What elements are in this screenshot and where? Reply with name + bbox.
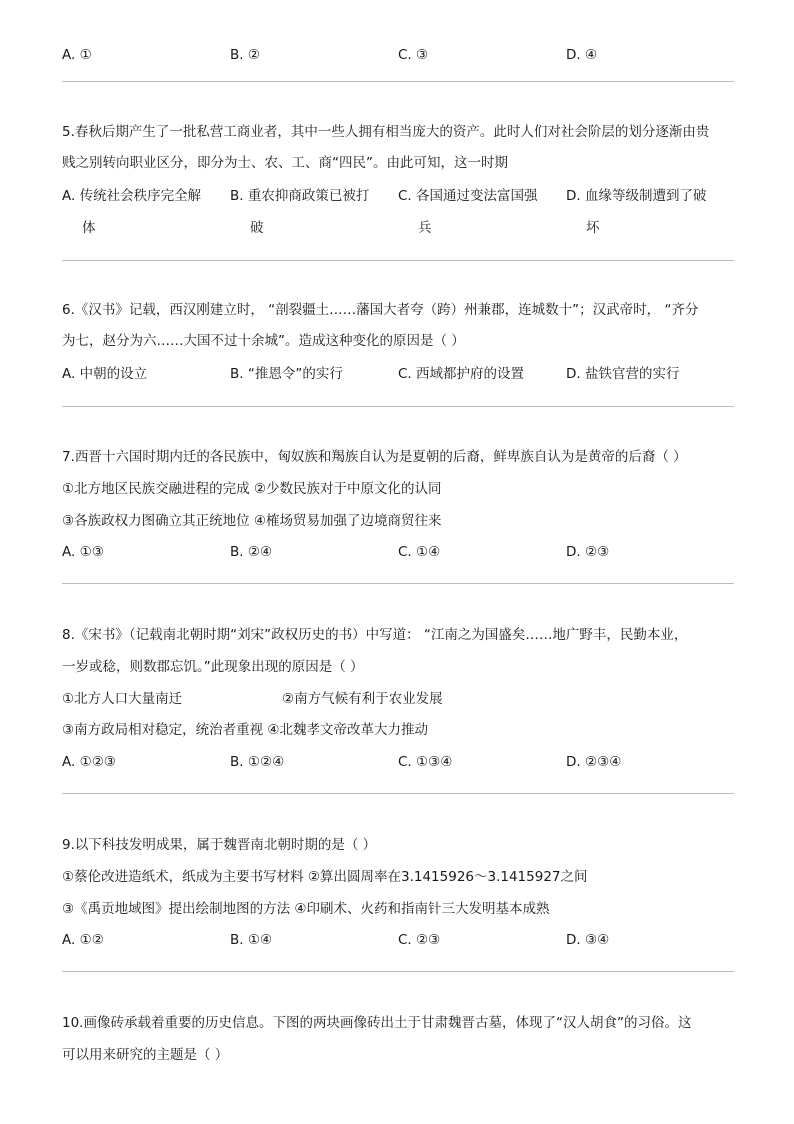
q6-option-d[interactable]: D. 盐铁官营的实行	[566, 366, 680, 382]
divider	[62, 81, 734, 82]
q8-statement-1: ①北方人口大量南迁	[62, 691, 183, 707]
q9-option-d[interactable]: D. ③④	[566, 932, 610, 948]
q7-option-d[interactable]: D. ②③	[566, 544, 610, 560]
q5-stem-line-2: 贱之别转向职业区分，即分为士、农、工、商“四民”。由此可知，这一时期	[62, 155, 508, 171]
q7-option-a[interactable]: A. ①③	[62, 544, 104, 560]
q7-option-c[interactable]: C. ①④	[398, 544, 441, 560]
q8-statement-line-2: ③南方政局相对稳定，统治者重视 ④北魏孝文帝改革大力推动	[62, 722, 428, 738]
q5-option-d[interactable]: D. 血缘等级制遭到了破 坏	[566, 188, 707, 236]
q10-stem-line-1: 10.画像砖承载着重要的历史信息。下图的两块画像砖出土于甘肃魏晋古墓，体现了“汉人胡食”的习俗。这	[62, 1015, 692, 1031]
divider	[62, 583, 734, 584]
q8-option-b[interactable]: B. ①②④	[230, 754, 285, 770]
q8-option-c[interactable]: C. ①③④	[398, 754, 453, 770]
q6-option-c[interactable]: C. 西域都护府的设置	[398, 366, 525, 382]
q4-option-c[interactable]: C. ③	[398, 47, 429, 63]
q9-options	[62, 930, 734, 990]
q5-option-a[interactable]: A. 传统社会秩序完全解 体	[62, 188, 202, 236]
q9-option-a[interactable]: A. ①②	[62, 932, 104, 948]
q9-statement-line-1: ①蔡伦改进造纸术，纸成为主要书写材料 ②算出圆周率在3.1415926～3.1415927之间	[62, 869, 588, 885]
q9-option-b[interactable]: B. ①④	[230, 932, 273, 948]
q8-options	[62, 752, 734, 812]
q8-option-d[interactable]: D. ②③④	[566, 754, 622, 770]
q6-stem-line-1: 6.《汉书》记载，西汉刚建立时， “剖裂疆土……藩国大者夸（跨）州兼郡，连城数十”；汉武帝时， “齐分	[62, 302, 699, 318]
q6-stem-line-2: 为七，赵分为六……大国不过十余城”。造成这种变化的原因是（ ）	[62, 333, 465, 349]
q9-option-c[interactable]: C. ②③	[398, 932, 441, 948]
divider	[62, 971, 734, 972]
divider	[62, 260, 734, 261]
q7-statement-line-2: ③各族政权力图确立其正统地位 ④榷场贸易加强了边境商贸往来	[62, 513, 442, 529]
q7-statement-line-1: ①北方地区民族交融进程的完成 ②少数民族对于中原文化的认同	[62, 481, 442, 497]
q8-statement-2: ②南方气候有利于农业发展	[282, 691, 443, 707]
q10-stem-line-2: 可以用来研究的主题是（ ）	[62, 1047, 229, 1063]
q4-option-d[interactable]: D. ④	[566, 47, 598, 63]
q8-option-a[interactable]: A. ①②③	[62, 754, 116, 770]
q5-options	[62, 186, 734, 246]
q7-option-b[interactable]: B. ②④	[230, 544, 273, 560]
q6-options	[62, 364, 734, 424]
q5-stem-line-1: 5.春秋后期产生了一批私营工商业者，其中一些人拥有相当庞大的资产。此时人们对社会阶层的划分逐渐由贵	[62, 124, 710, 140]
divider	[62, 793, 734, 794]
q9-stem-line-1: 9.以下科技发明成果，属于魏晋南北朝时期的是（ ）	[62, 837, 377, 853]
q4-option-b[interactable]: B. ②	[230, 47, 260, 63]
q7-options	[62, 542, 734, 602]
q4-option-a[interactable]: A. ①	[62, 47, 92, 63]
q9-statement-line-2: ③《禹贡地域图》提出绘制地图的方法 ④印刷术、火药和指南针三大发明基本成熟	[62, 901, 550, 917]
q5-option-c[interactable]: C. 各国通过变法富国强 兵	[398, 188, 538, 236]
q6-option-b[interactable]: B. “推恩令”的实行	[230, 366, 343, 382]
q6-option-a[interactable]: A. 中朝的设立	[62, 366, 148, 382]
q5-option-b[interactable]: B. 重农抑商政策已被打 破	[230, 188, 370, 236]
q7-stem-line-1: 7.西晋十六国时期内迁的各民族中，匈奴族和羯族自认为是夏朝的后裔，鲜卑族自认为是黄帝的后裔（ ）	[62, 449, 687, 465]
q8-stem-line-1: 8.《宋书》（记载南北朝时期“刘宋”政权历史的书）中写道： “江南之为国盛矣……地广野丰，民勤本业，	[62, 627, 688, 643]
q8-stem-line-2: 一岁或稔，则数郡忘饥。”此现象出现的原因是（ ）	[62, 659, 364, 675]
q4-options	[62, 45, 734, 105]
divider	[62, 406, 734, 407]
